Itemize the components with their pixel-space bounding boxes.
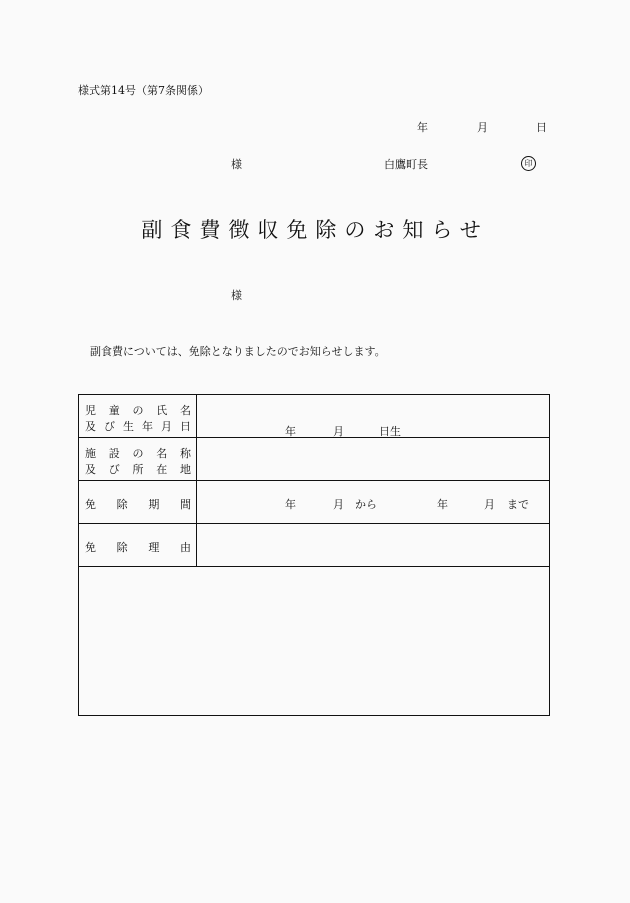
notice-table [78,394,550,716]
to-month-label: 月 [484,498,495,511]
table-row-facility [79,438,549,481]
issuer-name: 白鷹町長 [384,158,428,171]
form-number: 様式第14号（第7条関係） [78,84,209,97]
from-label: から [355,498,377,511]
table-row-child-name [79,395,549,438]
table-row-exemption-period [79,481,549,524]
birth-day-label: 日生 [379,425,401,438]
table-row-exemption-reason [79,524,549,567]
label-exemption-reason: 免 除 理 由 [79,524,197,566]
from-month-label: 月 [333,498,344,511]
from-year-label: 年 [285,498,296,511]
document-title: 副食費徴収免除のお知らせ [141,218,489,242]
label-exemption-period: 免 除 期 間 [79,481,197,523]
to-year-label: 年 [437,498,448,511]
body-text: 副食費については、免除となりましたのでお知らせします。 [90,345,386,358]
addressee-honorific: 様 [231,158,242,171]
date-year-label: 年 [417,121,428,134]
date-day-label: 日 [536,121,547,134]
label-child-name-birthdate: 児 童 の 氏 名 及 び 生 年 月 日 [79,395,197,437]
to-label: まで [507,498,529,511]
recipient-honorific: 様 [231,289,242,302]
seal-mark: 印 [521,156,536,171]
birth-year-label: 年 [285,425,296,438]
birth-month-label: 月 [333,425,344,438]
label-facility-name-address: 施 設 の 名 称 及 び 所 在 地 [79,438,197,480]
date-month-label: 月 [477,121,488,134]
remarks-area [79,567,549,715]
